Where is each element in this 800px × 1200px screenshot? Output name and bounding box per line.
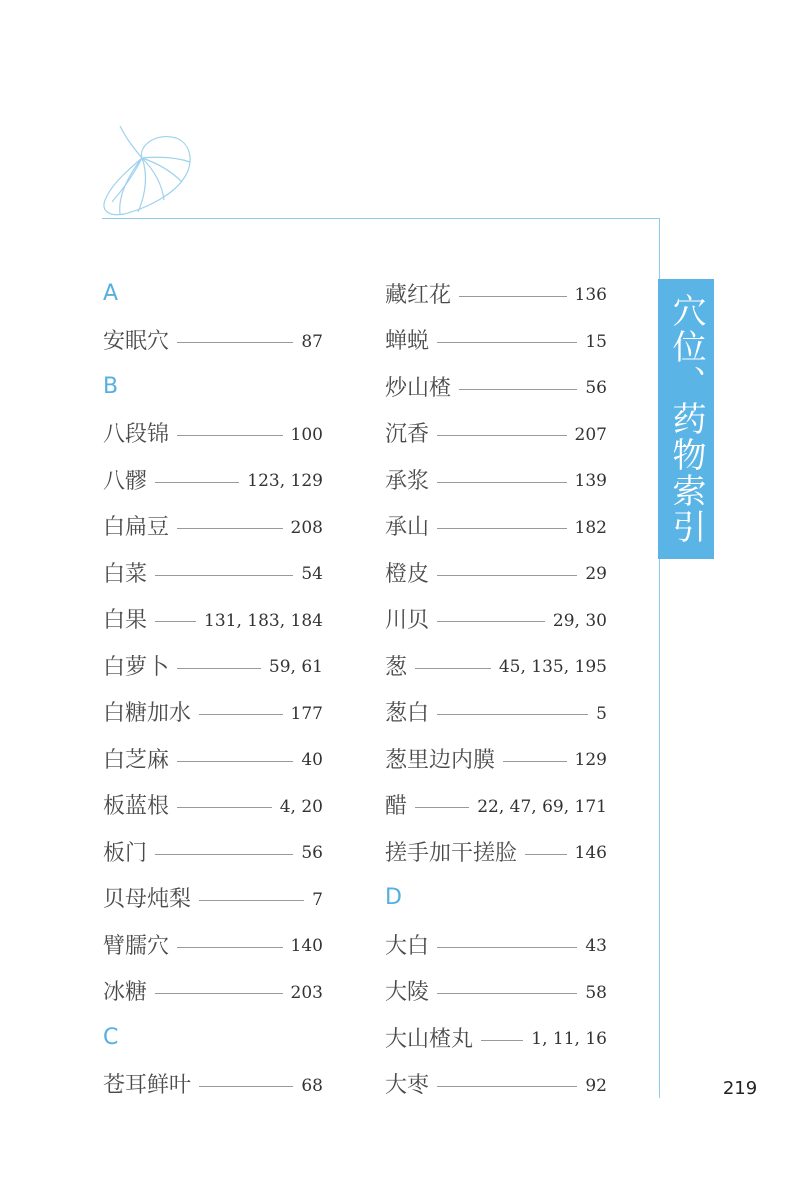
leader-line [459, 389, 577, 390]
entry-pages: 182 [574, 517, 607, 538]
entry-pages: 129 [574, 750, 607, 771]
index-entry [103, 782, 323, 829]
letter-label: D [385, 885, 402, 911]
entry-name: 川贝 [385, 608, 430, 634]
leader-line [481, 1040, 523, 1041]
index-entry [103, 735, 323, 782]
leader-line [155, 993, 283, 994]
leader-line [177, 435, 283, 436]
entry-name: 藏红花 [385, 282, 452, 308]
leader-line [437, 342, 577, 343]
leader-line [177, 947, 283, 948]
entry-name: 搓手加干搓脸 [385, 840, 518, 866]
leader-line [177, 668, 261, 669]
section-tab [658, 279, 714, 559]
index-entry [385, 549, 607, 596]
entry-pages: 22, 47, 69, 171 [477, 796, 607, 817]
leader-line [437, 714, 588, 715]
entry-name: 白芝麻 [103, 747, 170, 773]
index-entry [103, 1061, 323, 1108]
leader-line [199, 1086, 293, 1087]
leader-line [177, 528, 283, 529]
entry-name: 大陵 [385, 980, 430, 1006]
index-entry [103, 921, 323, 968]
entry-pages: 29, 30 [552, 610, 607, 631]
leader-line [155, 482, 239, 483]
index-entry [385, 1061, 607, 1108]
entry-name: 蝉蜕 [385, 329, 430, 355]
entry-pages: 59, 61 [268, 657, 323, 678]
leader-line [177, 807, 272, 808]
index-entry [385, 456, 607, 503]
entry-name: 沉香 [385, 422, 430, 448]
entry-pages: 15 [585, 331, 607, 352]
entry-name: 白果 [103, 608, 148, 634]
entry-name: 白扁豆 [103, 515, 170, 541]
entry-pages: 58 [585, 982, 607, 1003]
entry-pages: 146 [574, 843, 607, 864]
index-entry [103, 456, 323, 503]
entry-pages: 56 [301, 843, 323, 864]
entry-name: 大白 [385, 933, 430, 959]
entry-name: 臂臑穴 [103, 933, 170, 959]
index-column-right [385, 270, 607, 1107]
index-entry [385, 363, 607, 410]
leader-line [155, 621, 196, 622]
index-entry [103, 410, 323, 457]
index-entry [385, 503, 607, 550]
entry-pages: 203 [290, 982, 323, 1003]
entry-pages: 43 [585, 936, 607, 957]
index-entry [103, 317, 323, 364]
leader-line [437, 482, 567, 483]
leader-line [459, 296, 567, 297]
leader-line [177, 342, 293, 343]
entry-pages: 68 [301, 1075, 323, 1096]
page-number: 219 [722, 1078, 758, 1099]
leader-line [155, 854, 293, 855]
entry-name: 白糖加水 [103, 701, 192, 727]
leader-line [525, 854, 567, 855]
leader-line [177, 761, 293, 762]
index-entry [385, 410, 607, 457]
header-rule [102, 218, 660, 219]
index-entry [103, 968, 323, 1015]
entry-name: 葱 [385, 654, 408, 680]
entry-pages: 139 [574, 471, 607, 492]
entry-pages: 40 [301, 750, 323, 771]
ginkgo-leaf-icon [98, 118, 198, 218]
entry-name: 炒山楂 [385, 375, 452, 401]
leader-line [437, 1086, 577, 1087]
leader-line [503, 761, 567, 762]
leader-line [437, 947, 577, 948]
index-entry [385, 921, 607, 968]
entry-pages: 87 [301, 331, 323, 352]
index-entry [103, 875, 323, 922]
entry-name: 安眠穴 [103, 329, 170, 355]
entry-name: 白萝卜 [103, 654, 170, 680]
entry-pages: 207 [574, 424, 607, 445]
entry-pages: 177 [290, 703, 323, 724]
entry-pages: 54 [301, 564, 323, 585]
index-letter-heading [103, 363, 323, 410]
entry-name: 板蓝根 [103, 794, 170, 820]
entry-pages: 208 [290, 517, 323, 538]
index-entry [385, 642, 607, 689]
index-column-left [103, 270, 323, 1107]
index-entry [103, 596, 323, 643]
index-entry [385, 782, 607, 829]
entry-name: 橙皮 [385, 561, 430, 587]
entry-name: 葱里边内膜 [385, 747, 496, 773]
letter-label: C [103, 1024, 119, 1050]
leader-line [437, 621, 545, 622]
index-entry [103, 549, 323, 596]
index-entry [103, 503, 323, 550]
entry-name: 贝母炖梨 [103, 887, 192, 913]
leader-line [415, 807, 469, 808]
entry-pages: 92 [585, 1075, 607, 1096]
entry-pages: 136 [574, 285, 607, 306]
entry-name: 苍耳鲜叶 [103, 1073, 192, 1099]
entry-name: 葱白 [385, 701, 430, 727]
entry-pages: 123, 129 [247, 471, 323, 492]
entry-pages: 45, 135, 195 [498, 657, 607, 678]
entry-pages: 56 [585, 378, 607, 399]
entry-name: 八髎 [103, 468, 148, 494]
index-entry [103, 828, 323, 875]
entry-name: 大枣 [385, 1073, 430, 1099]
index-entry [103, 642, 323, 689]
entry-name: 冰糖 [103, 980, 148, 1006]
leader-line [437, 575, 577, 576]
entry-name: 承山 [385, 515, 430, 541]
entry-pages: 5 [596, 703, 607, 724]
index-entry [385, 596, 607, 643]
letter-label: B [103, 373, 119, 399]
index-letter-heading [385, 875, 607, 922]
entry-pages: 7 [312, 889, 323, 910]
index-entry [385, 968, 607, 1015]
leader-line [199, 900, 304, 901]
entry-pages: 100 [290, 424, 323, 445]
section-tab-title: 穴位、药物索引 [666, 293, 706, 545]
leader-line [437, 528, 567, 529]
index-entry [385, 1014, 607, 1061]
entry-name: 醋 [385, 794, 408, 820]
entry-name: 白菜 [103, 561, 148, 587]
index-letter-heading [103, 1014, 323, 1061]
index-entry [385, 828, 607, 875]
entry-pages: 140 [290, 936, 323, 957]
index-entry [385, 689, 607, 736]
leader-line [155, 575, 293, 576]
index-letter-heading [103, 270, 323, 317]
index-entry [385, 270, 607, 317]
leader-line [437, 993, 577, 994]
index-entry [385, 735, 607, 782]
leader-line [415, 668, 491, 669]
entry-name: 八段锦 [103, 422, 170, 448]
index-entry [103, 689, 323, 736]
entry-pages: 1, 11, 16 [531, 1029, 607, 1050]
entry-pages: 131, 183, 184 [204, 610, 323, 631]
entry-pages: 29 [585, 564, 607, 585]
entry-name: 承浆 [385, 468, 430, 494]
leader-line [437, 435, 567, 436]
leader-line [199, 714, 283, 715]
letter-label: A [103, 280, 119, 306]
index-entry [385, 317, 607, 364]
entry-name: 大山楂丸 [385, 1026, 474, 1052]
entry-name: 板门 [103, 840, 148, 866]
entry-pages: 4, 20 [279, 796, 323, 817]
